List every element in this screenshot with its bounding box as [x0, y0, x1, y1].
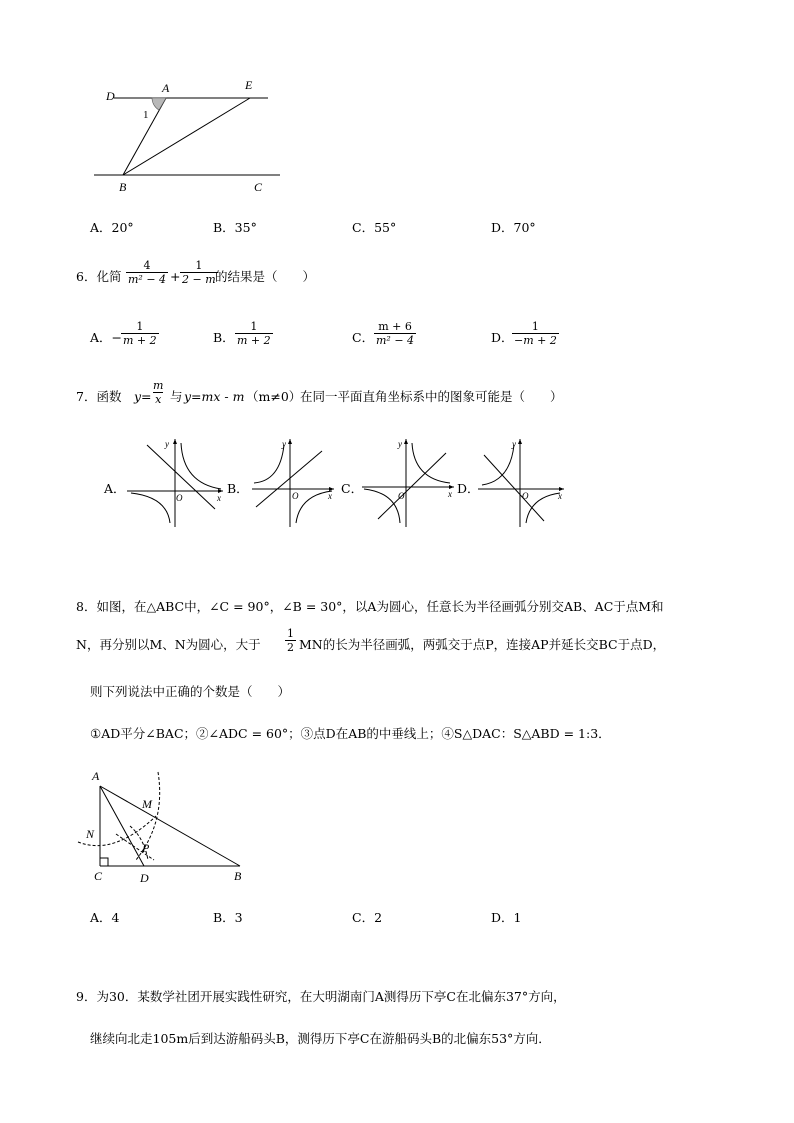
svg-text:B: B: [234, 869, 242, 883]
q5-option-c[interactable]: C．55°: [352, 220, 397, 235]
q6-plus: +: [170, 269, 181, 284]
q7-y2: y=mx - m: [184, 389, 245, 404]
svg-text:D: D: [140, 871, 149, 885]
q6-fraction-1: $\frac{4}{\text{m² − 4}}$: [128, 259, 167, 286]
q5-option-d[interactable]: D．70°: [491, 220, 536, 235]
q7-option-d[interactable]: D．: [457, 481, 480, 496]
q7-option-a[interactable]: A．: [104, 481, 126, 496]
svg-text:O: O: [176, 493, 183, 503]
q6-option-b[interactable]: B．: [213, 330, 235, 345]
q7-fraction: $\frac{m}{x}$: [153, 379, 164, 406]
svg-text:y: y: [398, 439, 402, 449]
q8-line-1: 8．如图，在△ABC中，∠C = 90°，∠B = 30°，以A为圆心，任意长为半径画弧分别交AB、AC于点M和: [76, 599, 664, 614]
q6-option-b-fraction: $\frac{1}{m + 2}$: [237, 320, 271, 347]
q7-graph-b[interactable]: [248, 435, 338, 530]
svg-text:C: C: [94, 869, 103, 883]
svg-text:P: P: [142, 841, 150, 855]
label-c: C: [254, 180, 263, 194]
q6-suffix: 的结果是（ ）: [215, 269, 316, 284]
q6-option-c[interactable]: C．: [352, 330, 375, 345]
svg-text:O: O: [522, 491, 529, 501]
q7-graph-d[interactable]: [474, 435, 566, 530]
q7-graph-a[interactable]: [123, 435, 228, 530]
q7-option-c[interactable]: C．: [341, 481, 364, 496]
q8-option-d[interactable]: D．1: [491, 910, 522, 925]
q8-option-b[interactable]: B．3: [213, 910, 243, 925]
svg-text:y: y: [165, 439, 169, 449]
q8-option-c[interactable]: C．2: [352, 910, 383, 925]
q8-line-2a: N，再分别以M、N为圆心，大于: [76, 637, 261, 652]
q8-line-2b: MN的长为半径画弧，两弧交于点P，连接AP并延长交BC于点D，: [299, 637, 666, 652]
svg-text:x: x: [328, 491, 332, 501]
q8-statements: ①AD平分∠BAC；②∠ADC = 60°；③点D在AB的中垂线上；④S△DAC：S△ABD = 1:3．: [90, 726, 611, 741]
q5-option-b[interactable]: B．35°: [213, 220, 257, 235]
svg-text:A: A: [92, 769, 100, 783]
q6-prefix: 6．化简: [76, 269, 122, 284]
svg-text:O: O: [292, 491, 299, 501]
svg-text:x: x: [448, 489, 452, 499]
svg-text:N: N: [86, 827, 95, 841]
q7-suffix: 在同一平面直角坐标系中的图象可能是（ ）: [300, 389, 563, 404]
triangle-construction-figure: [74, 764, 264, 889]
q7-graph-c[interactable]: [358, 435, 458, 530]
q8-line-3: 则下列说法中正确的个数是（ ）: [90, 684, 291, 699]
label-e: E: [245, 78, 253, 92]
q8-half-fraction: $\frac{1}{2}$: [287, 627, 294, 654]
q6-option-a[interactable]: A．−: [90, 330, 123, 345]
label-d: D: [106, 89, 115, 103]
q6-option-c-fraction: $\frac{m + 6}{\text{m² − 4}}$: [376, 320, 415, 347]
label-b: B: [119, 180, 127, 194]
q7-mid: 与: [170, 389, 183, 404]
q9-line-1: 9．为30．某数学社团开展实践性研究，在大明湖南门A测得历下亭C在北偏东37°方向，: [76, 989, 566, 1004]
parallel-lines-figure: [90, 70, 290, 200]
svg-text:y: y: [282, 439, 286, 449]
q8-option-a[interactable]: A．4: [90, 910, 120, 925]
q7-condition: （m≠0）: [246, 389, 302, 404]
svg-text:x: x: [558, 491, 562, 501]
q6-option-a-fraction: $\frac{1}{m + 2}$: [123, 320, 157, 347]
q9-line-2: 继续向北走105m后到达游船码头B，测得历下亭C在游船码头B的北偏东53°方向．: [90, 1031, 551, 1046]
angle-1-label: 1: [143, 109, 149, 121]
svg-text:x: x: [217, 493, 221, 503]
svg-text:O: O: [398, 491, 405, 501]
q6-fraction-2: $\frac{1}{2 - m}$: [182, 259, 216, 286]
svg-text:y: y: [512, 439, 516, 449]
q5-option-a[interactable]: A．20°: [90, 220, 134, 235]
q7-prefix: 7．函数: [76, 389, 122, 404]
q7-option-b[interactable]: B．: [227, 481, 249, 496]
label-a: A: [162, 81, 170, 95]
svg-text:M: M: [142, 797, 152, 811]
q7-y1: y=: [134, 389, 152, 404]
q6-option-d-fraction: $\frac{1}{-m + 2}$: [514, 320, 557, 347]
q6-option-d[interactable]: D．: [491, 330, 514, 345]
